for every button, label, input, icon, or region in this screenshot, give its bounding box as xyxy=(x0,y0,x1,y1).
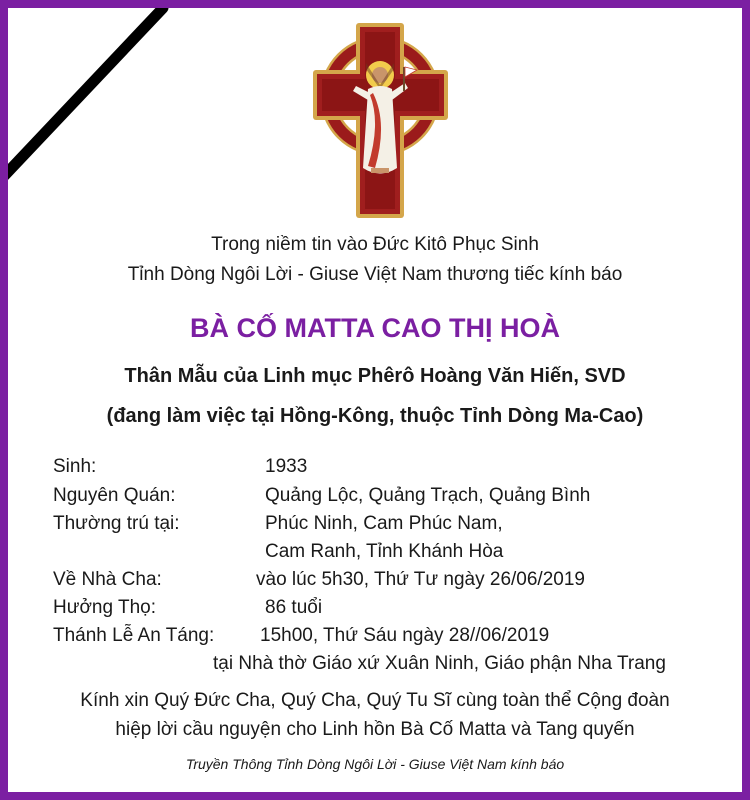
age-value: 86 tuổi xyxy=(265,597,323,618)
residence-label: Thường trú tại: xyxy=(53,513,180,534)
mourning-ribbon-icon xyxy=(0,0,238,258)
intro-block xyxy=(8,230,742,290)
intro-line-1: Trong niềm tin vào Đức Kitô Phục Sinh xyxy=(211,234,539,255)
born-label: Sinh: xyxy=(53,456,97,477)
death-label: Về Nhà Cha: xyxy=(53,569,162,590)
intro-line-2: Tỉnh Dòng Ngôi Lời - Giuse Việt Nam thương tiếc kính báo xyxy=(127,264,623,285)
closing-line-1: Kính xin Quý Đức Cha, Quý Cha, Quý Tu Sĩ cùng toàn thể Cộng đoàn xyxy=(80,690,670,711)
born-value: 1933 xyxy=(265,456,308,477)
origin-value: Quảng Lộc, Quảng Trạch, Quảng Bình xyxy=(265,485,591,506)
closing-block xyxy=(8,686,742,744)
funeral-label: Thánh Lễ An Táng: xyxy=(53,625,215,646)
location-subtitle: (đang làm việc tại Hồng-Kông, thuộc Tỉnh Dòng Ma-Cao) xyxy=(106,405,644,427)
residence-value-1: Phúc Ninh, Cam Phúc Nam, xyxy=(265,513,503,534)
closing-line-2: hiệp lời cầu nguyện cho Linh hồn Bà Cố Matta và Tang quyến xyxy=(115,719,635,740)
age-label: Hưởng Thọ: xyxy=(53,597,156,618)
residence-value-2: Cam Ranh, Tỉnh Khánh Hòa xyxy=(265,541,504,562)
risen-christ-cross-icon xyxy=(313,23,448,218)
origin-label: Nguyên Quán: xyxy=(53,485,176,506)
deceased-name: BÀ CỐ MATTA CAO THỊ HOÀ xyxy=(190,313,560,343)
relation-subtitle: Thân Mẫu của Linh mục Phêrô Hoàng Văn Hiến, SVD xyxy=(124,365,626,387)
death-value: vào lúc 5h30, Thứ Tư ngày 26/06/2019 xyxy=(256,569,585,590)
funeral-value: 15h00, Thứ Sáu ngày 28//06/2019 xyxy=(260,625,550,646)
funeral-place: tại Nhà thờ Giáo xứ Xuân Ninh, Giáo phận Nha Trang xyxy=(213,653,666,674)
footer-credit: Truyền Thông Tỉnh Dòng Ngôi Lời - Giuse Việt Nam kính báo xyxy=(185,756,565,772)
